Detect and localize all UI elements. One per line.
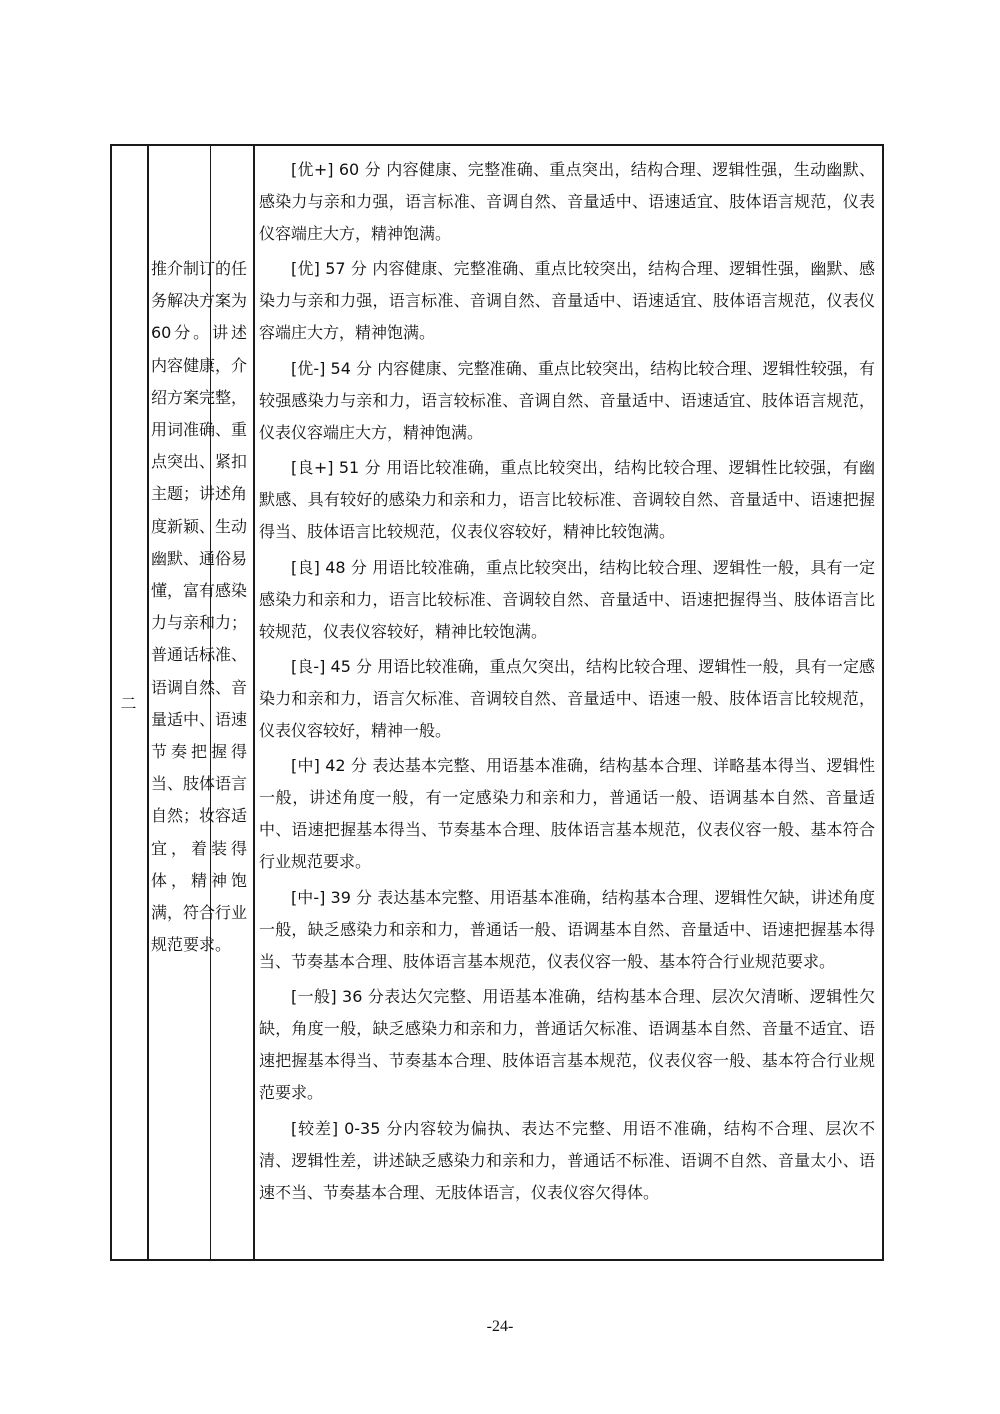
rubric-item: [良+] 51 分 用语比较准确，重点比较突出，结构比较合理、逻辑性比较强，有幽默感、具有较好的感染力和亲和力，语言比较标准、音调较自然、音量适中、语速把握得当、肢体语言比较规范，仪表仪容较好，精神比较饱满。 bbox=[259, 458, 875, 542]
rubric-item: [优] 57 分 内容健康、完整准确、重点比较突出，结构合理、逻辑性强，幽默、感染力与亲和力强，语言标准、音调自然、音量适中、语速适宜、肢体语言规范，仪表仪容端庄大方，精神饱满。 bbox=[259, 259, 875, 343]
rubric-item: [中-] 39 分 表达基本完整、用语基本准确，结构基本合理、逻辑性欠缺，讲述角度一般，缺乏感染力和亲和力，普通话一般、语调基本自然、音量适中、语速把握基本得当、节奏基本合理、肢体语言基本规范，仪表仪容一般、基本符合行业规范要求。 bbox=[259, 887, 875, 971]
rubric-item: [中] 42 分 表达基本完整、用语基本准确，结构基本合理、详略基本得当、逻辑性一般，讲述角度一般，有一定感染力和亲和力，普通话一般、语调基本自然、音量适中、语速把握基本得当、节奏基本合理、肢体语言基本规范，仪表仪容一般、基本符合行业规范要求。 bbox=[259, 756, 875, 872]
criteria-cell: 推介制订的任务解决方案为60分。讲述内容健康，介绍方案完整，用词准确、重点突出、紧扣主题；讲述角度新颖、生动幽默、通俗易懂，富有感染力与亲和力；普通话标准、语调自然、音量适中、语速节奏把握得当、肢体语言自然；妆容适宜，着装得体，精神饱满，符合行业规范要求。 bbox=[151, 259, 248, 955]
rubric-item: [优-] 54 分 内容健康、完整准确、重点比较突出，结构比较合理、逻辑性较强，有较强感染力与亲和力，语言较标准、音调自然、音量适中、语速适宜、肢体语言规范，仪表仪容端庄大方，精神饱满。 bbox=[259, 358, 875, 442]
rubric-item: [较差] 0-35 分内容较为偏执、表达不完整、用语不准确，结构不合理、层次不清、逻辑性差，讲述缺乏感染力和亲和力，普通话不标准、语调不自然、音量太小、语速不当、节奏基本合理、无肢体语言，仪表仪容欠得体。 bbox=[259, 1118, 875, 1202]
rubric-cell bbox=[259, 154, 875, 1212]
rubric-item: [一般] 36 分表达欠完整、用语基本准确，结构基本合理、层次欠清晰、逻辑性欠缺，角度一般，缺乏感染力和亲和力，普通话欠标准、语调基本自然、音量不适宜、语速把握基本得当、节奏基本合理、肢体语言基本规范，仪表仪容一般、基本符合行业规范要求。 bbox=[259, 987, 875, 1103]
row-index-cell: 二 bbox=[120, 694, 137, 713]
column-divider bbox=[147, 146, 149, 1259]
rubric-item: [良] 48 分 用语比较准确，重点比较突出，结构比较合理、逻辑性一般，具有一定感染力和亲和力，语言比较标准、音调较自然、音量适中、语速把握得当、肢体语言比较规范，仪表仪容较好，精神比较饱满。 bbox=[259, 557, 875, 641]
page-number: -24- bbox=[486, 1318, 514, 1335]
rubric-item: [良-] 45 分 用语比较准确，重点欠突出，结构比较合理、逻辑性一般，具有一定感染力和亲和力，语言欠标准、音调较自然、音量适中、语速一般、肢体语言比较规范，仪表仪容较好，精神一般。 bbox=[259, 656, 875, 740]
rubric-item: [优+] 60 分 内容健康、完整准确、重点突出，结构合理、逻辑性强，生动幽默、感染力与亲和力强，语言标准、音调自然、音量适中、语速适宜、肢体语言规范，仪表仪容端庄大方，精神饱满。 bbox=[259, 160, 875, 243]
column-divider bbox=[253, 146, 255, 1259]
